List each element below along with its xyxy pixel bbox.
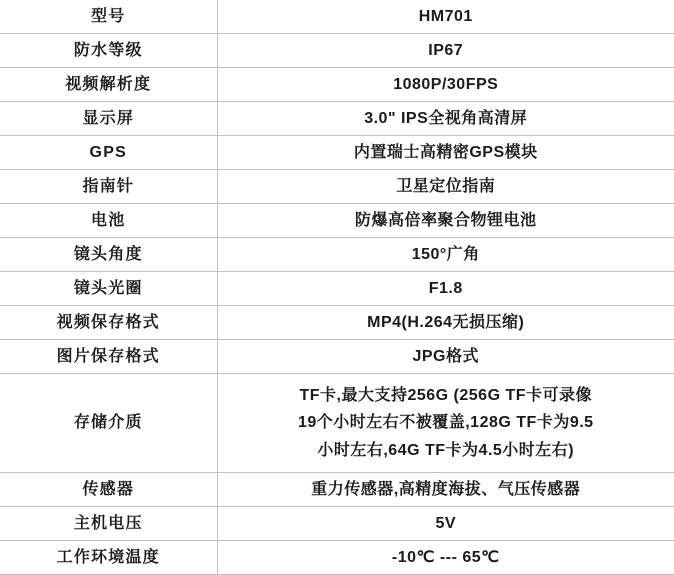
spec-label: 电池	[0, 204, 217, 238]
table-row	[0, 68, 674, 102]
table-row	[0, 136, 674, 170]
spec-value-line: 19个小时左右不被覆盖,128G TF卡为9.5	[297, 414, 594, 432]
spec-value: 内置瑞士高精密GPS模块	[217, 136, 674, 170]
spec-label: 镜头角度	[0, 238, 217, 272]
spec-value: 150°广角	[217, 238, 674, 272]
spec-value: F1.8	[217, 272, 674, 306]
spec-value: IP67	[217, 34, 674, 68]
table-row	[0, 473, 674, 507]
spec-label: 显示屏	[0, 102, 217, 136]
spec-value: 1080P/30FPS	[217, 68, 674, 102]
spec-value: 5V	[217, 507, 674, 541]
table-row	[0, 170, 674, 204]
table-row	[0, 238, 674, 272]
spec-label: GPS	[0, 136, 217, 170]
spec-label: 传感器	[0, 473, 217, 507]
spec-label: 防水等级	[0, 34, 217, 68]
spec-value-multiline	[217, 374, 674, 473]
table-row	[0, 34, 674, 68]
spec-label: 指南针	[0, 170, 217, 204]
spec-value-line: TF卡,最大支持256G (256G TF卡可录像	[299, 387, 593, 405]
table-row	[0, 340, 674, 374]
spec-value: 重力传感器,高精度海拔、气压传感器	[217, 473, 674, 507]
table-row	[0, 374, 674, 473]
spec-value-line: 小时左右,64G TF卡为4.5小时左右)	[317, 441, 575, 459]
table-row	[0, 0, 674, 34]
spec-label: 镜头光圈	[0, 272, 217, 306]
table-row	[0, 102, 674, 136]
spec-label: 视频解析度	[0, 68, 217, 102]
spec-value: JPG格式	[217, 340, 674, 374]
table-row	[0, 507, 674, 541]
spec-value: MP4(H.264无损压缩)	[217, 306, 674, 340]
spec-label: 型号	[0, 0, 217, 34]
spec-value: -10℃ --- 65℃	[217, 541, 674, 575]
spec-value: 3.0" IPS全视角高清屏	[217, 102, 674, 136]
spec-label: 存储介质	[0, 374, 217, 473]
spec-value: 卫星定位指南	[217, 170, 674, 204]
table-row	[0, 306, 674, 340]
spec-value: 防爆高倍率聚合物锂电池	[217, 204, 674, 238]
table-row	[0, 272, 674, 306]
spec-label: 主机电压	[0, 507, 217, 541]
table-row	[0, 204, 674, 238]
spec-label: 工作环境温度	[0, 541, 217, 575]
spec-label: 图片保存格式	[0, 340, 217, 374]
spec-value: HM701	[217, 0, 674, 34]
table-row	[0, 541, 674, 575]
spec-label: 视频保存格式	[0, 306, 217, 340]
